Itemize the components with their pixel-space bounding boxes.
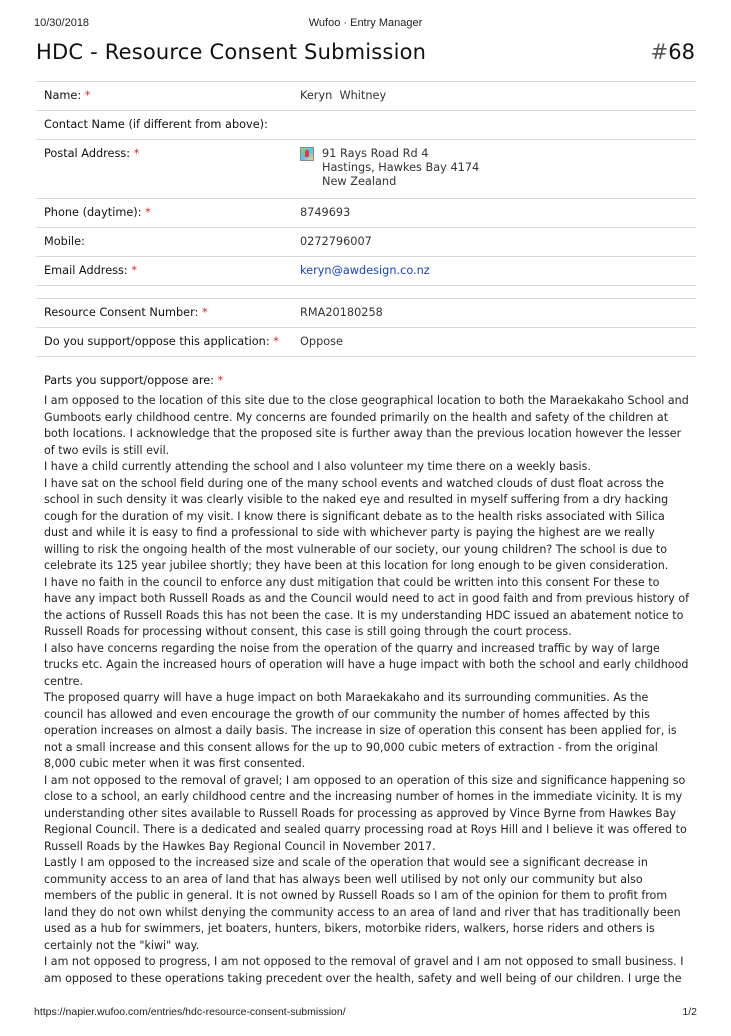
parts-paragraph: Lastly I am opposed to the increased size and scale of the operation that would see a significant decrease in community access to an area of land that has always been well utilised by not only our community but also members of the public in general. It is not owned by Russell Roads so I am of the opinion for them to profit from land they do not own whilst denying the community access to an area of land and river that has traditionally been used as a hub for swimmers, jet boaters, hunters, bikers, motorbike riders, walkers, horse riders and others is certainly not the "kiwi" way. — [44, 856, 681, 952]
entry-fields-table — [36, 81, 696, 363]
email-link[interactable]: keryn@awdesign.co.nz — [300, 264, 430, 277]
entry-number — [651, 40, 695, 64]
support-oppose-value: Oppose — [292, 328, 696, 357]
postal-address-value — [292, 140, 696, 199]
email-label: Email Address: — [44, 264, 128, 277]
name-value: Keryn Whitney — [292, 82, 696, 111]
field-label — [36, 328, 292, 357]
field-row-consent-number — [36, 299, 696, 328]
contact-name-label: Contact Name (if different from above): — [36, 111, 292, 140]
entry-hash: # — [650, 40, 669, 64]
required-marker: * — [145, 206, 151, 219]
parts-paragraph: I have a child currently attending the school and I also volunteer my time there on a weekly basis. — [44, 460, 591, 473]
field-row-support-oppose — [36, 328, 696, 357]
field-label — [36, 199, 292, 228]
address-line-1: 91 Rays Road Rd 4 — [322, 147, 429, 160]
required-marker: * — [273, 335, 279, 348]
print-footer — [34, 1006, 697, 1020]
print-url: https://napier.wufoo.com/entries/hdc-resource-consent-submission/ — [34, 1006, 346, 1018]
page-number: 1/2 — [682, 1006, 697, 1018]
address-line-3: New Zealand — [322, 175, 397, 188]
address-block — [322, 147, 479, 189]
field-label — [36, 257, 292, 286]
parts-paragraph: I am not opposed to the removal of gravel; I am opposed to an operation of this size and significance happening so close to a school, an early childhood centre and the increasing number of homes in the immediate vicinity. It is my understanding other sites available to Russell Roads for processing as approved by Vince Byrne from Hawkes Bay Regional Council. There is a dedicated and sealed quarry processing road at Roys Hill and I believe it was offered to Russell Roads by the Hawkes Bay Regional Council in November 2017. — [44, 773, 687, 853]
consent-number-label: Resource Consent Number: — [44, 306, 199, 319]
required-marker: * — [217, 374, 224, 387]
print-header — [34, 17, 697, 31]
parts-label-text: Parts you support/oppose are: — [44, 374, 214, 387]
field-row-postal-address — [36, 140, 696, 199]
support-oppose-label: Do you support/oppose this application: — [44, 335, 270, 348]
page-title: HDC - Resource Consent Submission — [36, 40, 427, 64]
phone-label: Phone (daytime): — [44, 206, 142, 219]
contact-name-value — [292, 111, 696, 140]
parts-paragraph: I also have concerns regarding the noise from the operation of the quarry and increased traffic by way of large trucks etc. Again the increased hours of operation will have a huge impact with both the school and early childhood centre. — [44, 641, 689, 688]
section-spacer — [36, 286, 696, 299]
phone-value: 8749693 — [292, 199, 696, 228]
address-line-2: Hastings, Hawkes Bay 4174 — [322, 161, 480, 174]
parts-paragraph: I am not opposed to progress, I am not opposed to the removal of gravel and I am not opposed to small business. I am opposed to these operations taking precedent over the health, safety and well being of our children. I urge the — [44, 955, 684, 985]
entry-number-value: 68 — [668, 40, 695, 64]
map-icon[interactable] — [300, 147, 314, 161]
mobile-label: Mobile: — [36, 228, 292, 257]
field-label — [36, 140, 292, 199]
consent-number-value: RMA20180258 — [292, 299, 696, 328]
parts-paragraph: I have no faith in the council to enforce any dust mitigation that could be written into this consent For these to have any impact both Russell Roads as and the Council would need to act in good faith and from previous history of the actions of Russell Roads this has not been the case. It is my understanding HDC issued an abatement notice to Russell Roads for processing without consent, this case is still going through the court process. — [44, 575, 690, 638]
mobile-value: 0272796007 — [292, 228, 696, 257]
field-label — [36, 299, 292, 328]
field-row-email — [36, 257, 696, 286]
required-marker: * — [201, 306, 208, 319]
field-label — [36, 82, 292, 111]
name-label: Name: — [44, 89, 82, 102]
field-row-contact-name — [36, 111, 696, 140]
field-row-phone — [36, 199, 696, 228]
parts-paragraph: I have sat on the school field during one of the many school events and watched clouds of dust float across the school in such density it was clearly visible to the naked eye and resulted in myself suffering from a dry hacking cough for the duration of my visit. I know there is significant debate as to the health risks associated with Silica dust and while it is easy to find a professional to side with whichever party is paying the highest are we really willing to risk the ongoing health of the most vulnerable of our society, our young children? The school is due to celebrate its 125 year jubilee shortly; they have been at this location for long enough to be given consideration. — [44, 476, 669, 572]
field-row-parts — [36, 357, 696, 364]
parts-label — [44, 374, 223, 387]
parts-paragraph: The proposed quarry will have a huge impact on both Maraekakaho and its surrounding communities. As the council has allowed and even encourage the growth of our community the number of homes affected by this operation increases on almost a daily basis. The increase in size of operation this consent has been applied for, is not a small increase and this consent allows for the up to 90,000 cubic meters of extraction - from the original 8,000 cubic meter when it was first consented. — [44, 691, 677, 770]
email-value — [292, 257, 696, 286]
print-date: 10/30/2018 — [34, 17, 90, 29]
field-row-name — [36, 82, 696, 111]
required-marker: * — [133, 147, 140, 160]
print-page-title: Wufoo · Entry Manager — [308, 17, 423, 29]
postal-address-label: Postal Address: — [44, 147, 131, 160]
parts-paragraph: I am opposed to the location of this site due to the close geographical location to both the Maraekakaho School and Gumboots early childhood centre. My concerns are founded primarily on the health and safety of the children at both locations. I acknowledge that the proposed site is further away than the previous location however the lesser of two evils is still evil. — [44, 394, 689, 457]
required-marker: * — [84, 89, 91, 102]
field-row-mobile — [36, 228, 696, 257]
parts-text — [44, 393, 690, 987]
required-marker: * — [131, 264, 137, 277]
